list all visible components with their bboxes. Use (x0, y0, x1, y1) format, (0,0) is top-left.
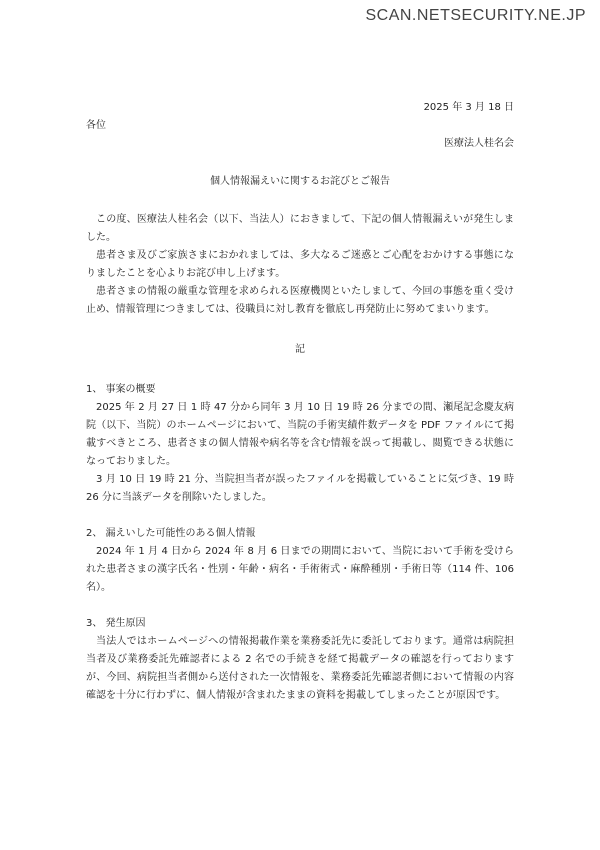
ki-marker: 記 (295, 344, 305, 355)
document-page (86, 99, 514, 723)
intro-paragraph: この度、医療法人桂名会（以下、当法人）におきまして、下記の個人情報漏えいが発生しました。 (86, 214, 514, 243)
intro-paragraph: 患者さま及びご家族さまにおかれましては、多大なるご迷惑とご心配をおかけする事態になりましたことを心よりお詫び申し上げます。 (86, 250, 514, 279)
intro-paragraph: 患者さまの情報の厳重な管理を求められる医療機関といたしまして、今回の事態を重く受け止め、情報管理につきましては、役職員に対し教育を徹底し再発防止に努めてまいります。 (86, 286, 514, 315)
sender-organization: 医療法人桂名会 (444, 138, 514, 149)
section-heading: 3、 発生原因 (86, 618, 146, 629)
section-leaked-info (86, 525, 514, 597)
site-watermark: SCAN.NETSECURITY.NE.JP (365, 7, 586, 24)
section-cause (86, 615, 514, 705)
section-heading: 1、 事案の概要 (86, 384, 156, 395)
section-paragraph: 2024 年 1 月 4 日から 2024 年 8 月 6 日までの期間において、当院において手術を受けられた患者さまの漢字氏名・性別・年齢・病名・手術術式・麻酔種別・手術日等（114 件、106 名）。 (86, 546, 514, 593)
section-overview (86, 381, 514, 507)
document-date: 2025 年 3 月 18 日 (423, 102, 514, 113)
document-title: 個人情報漏えいに関するお詫びとご報告 (210, 176, 390, 187)
section-paragraph: 当法人ではホームページへの情報掲載作業を業務委託先に委託しております。通常は病院担当者及び業務委託先確認者による 2 名での手続きを経て掲載データの確認を行っておりますが、今回、病院担当者側から送付された一次情報を、業務委託先確認者側において情報の内容確認を十分に行わずに、個人情報が含まれたままの資料を掲載してしまったことが原因です。 (86, 636, 514, 701)
section-heading: 2、 漏えいした可能性のある個人情報 (86, 528, 256, 539)
recipient-line: 各位 (86, 120, 106, 131)
intro-block (86, 211, 514, 319)
section-paragraph: 3 月 10 日 19 時 21 分、当院担当者が誤ったファイルを掲載していることに気づき、19 時 26 分に当該データを削除いたしました。 (86, 474, 514, 503)
section-paragraph: 2025 年 2 月 27 日 1 時 47 分から同年 3 月 10 日 19 時 26 分までの間、瀬尾記念慶友病院（以下、当院）のホームページにおいて、当院の手術実績件数データを PDF ファイルにて掲載すべきところ、患者さまの個人情報や病名等を含む情報を誤って掲載し、閲覧できる状態になっておりました。 (86, 402, 514, 467)
